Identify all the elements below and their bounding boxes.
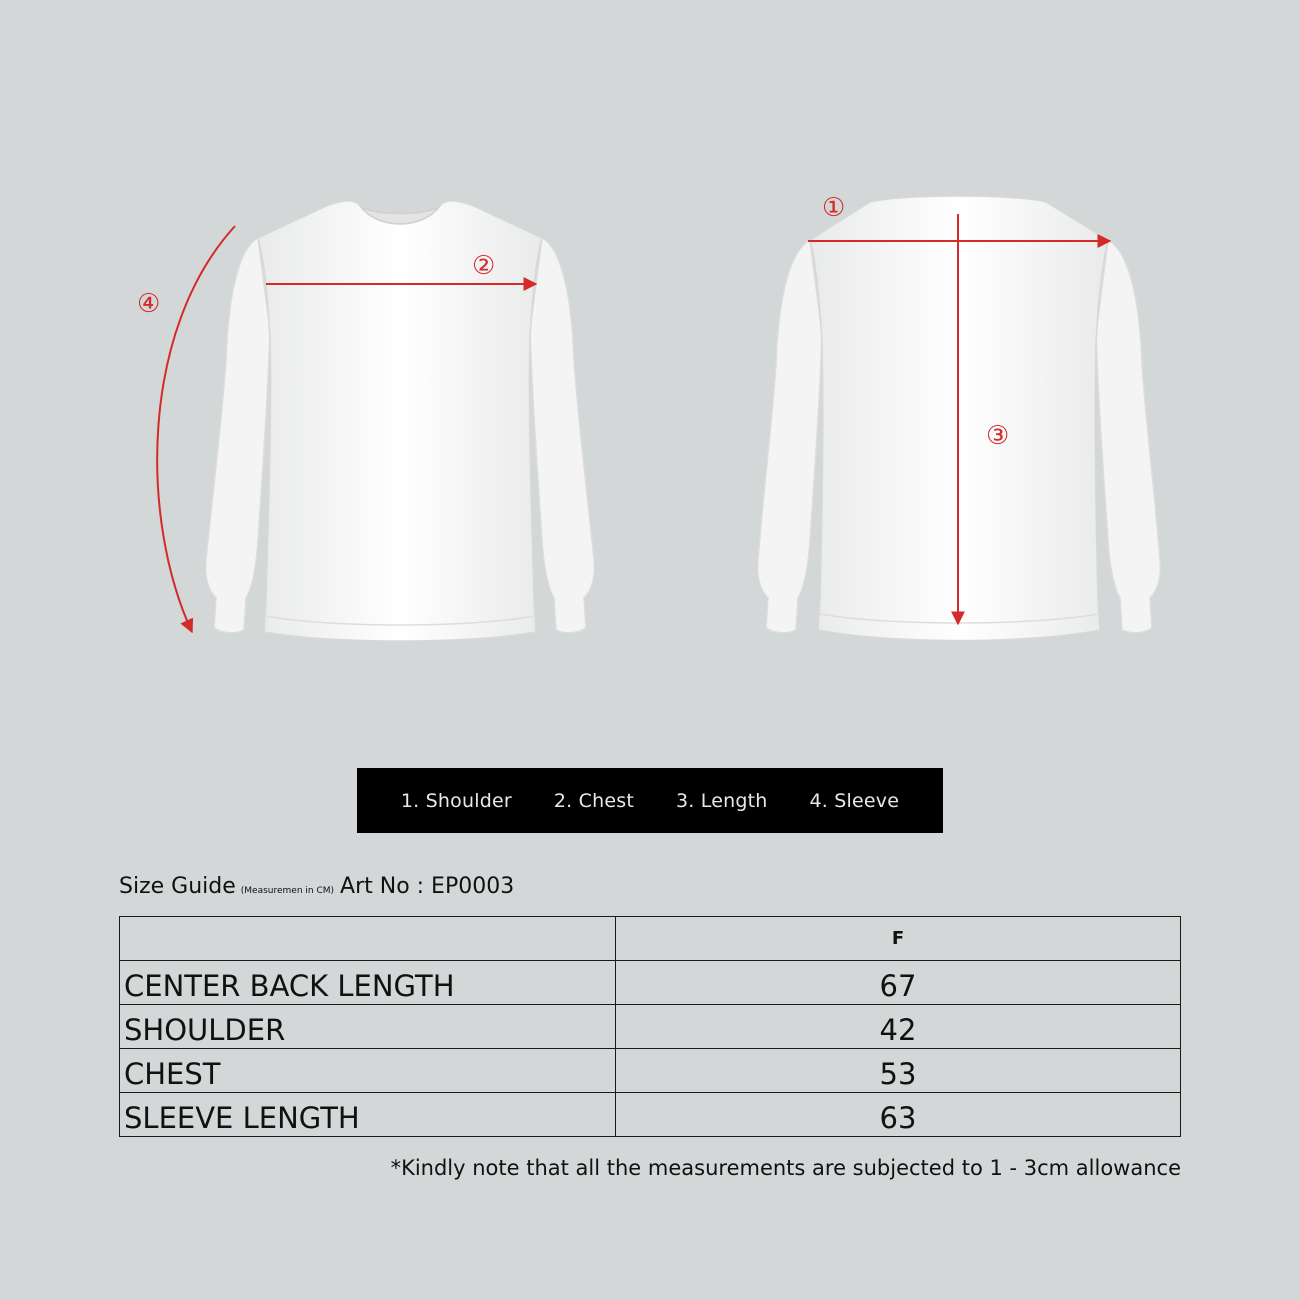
row-label: SHOULDER <box>120 1005 616 1049</box>
row-value: 53 <box>616 1049 1181 1093</box>
table-header-row <box>120 917 1181 961</box>
front-sweatshirt <box>206 201 595 641</box>
row-value: 67 <box>616 961 1181 1005</box>
row-label: SLEEVE LENGTH <box>120 1093 616 1137</box>
allowance-note: *Kindly note that all the measurements are subjected to 1 - 3cm allowance <box>390 1156 1181 1180</box>
row-label: CHEST <box>120 1049 616 1093</box>
size-guide-heading <box>119 874 514 899</box>
front-body <box>258 201 542 641</box>
table-header-size: F <box>616 917 1181 961</box>
legend-item-sleeve: 4. Sleeve <box>809 789 900 812</box>
size-guide-title: Size Guide <box>119 874 236 899</box>
marker-shoulder: ① <box>822 193 846 223</box>
row-value: 63 <box>616 1093 1181 1137</box>
legend-item-length: 3. Length <box>675 789 768 812</box>
legend-item-chest: 2. Chest <box>553 789 634 812</box>
size-table <box>119 916 1181 1137</box>
legend-item-shoulder: 1. Shoulder <box>400 789 512 812</box>
front-right-sleeve <box>530 238 594 633</box>
table-row <box>120 1049 1181 1093</box>
marker-sleeve: ④ <box>137 289 161 319</box>
marker-chest: ② <box>472 251 496 281</box>
marker-length: ③ <box>986 421 1010 451</box>
unit-note: (Measuremen in CM) <box>240 886 335 896</box>
table-header-blank <box>120 917 616 961</box>
table-row <box>120 1093 1181 1137</box>
front-left-sleeve <box>206 238 270 633</box>
art-number: Art No : EP0003 <box>340 874 515 899</box>
table-row <box>120 1005 1181 1049</box>
table-row <box>120 961 1181 1005</box>
back-right-sleeve <box>1096 240 1160 633</box>
row-value: 42 <box>616 1005 1181 1049</box>
row-label: CENTER BACK LENGTH <box>120 961 616 1005</box>
back-left-sleeve <box>758 240 822 633</box>
measurement-legend <box>357 768 943 833</box>
